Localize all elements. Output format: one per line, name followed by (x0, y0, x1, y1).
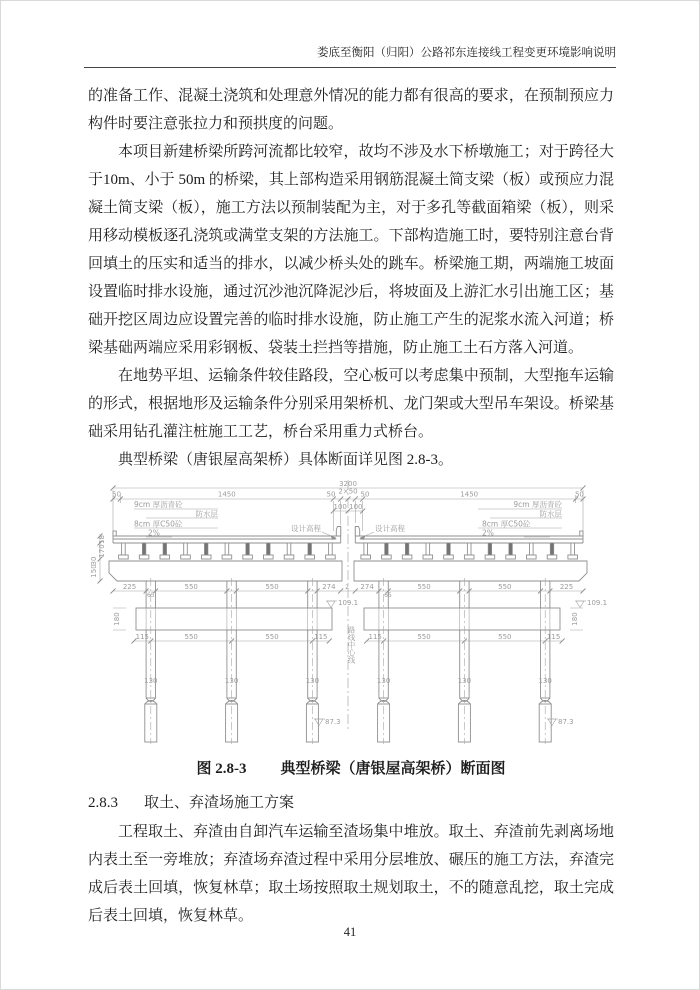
note-concrete: 8cm 厚C50砼 (134, 519, 183, 529)
dim-50: 50 (574, 490, 584, 499)
dim-30: 30 (90, 556, 98, 566)
elevation-pile: 87.3 (325, 718, 341, 726)
dim-1450: 1450 (460, 490, 479, 499)
paragraph: 本项目新建桥梁所跨河流都比较窄，故均不涉及水下桥墩施工；对于跨径大于10m、小于 50m 的桥梁，其上部构造采用钢筋混凝土简支梁（板）或预应力混凝土简支梁（板），施工方法以预制装配为主，对于多孔等截面箱梁（板），则采用移动模板逐孔浇筑或满堂支架的方法施工。下部构造施工时，要特别注意台背回填土的压实和适当的排水，以减少桥头处的跳车。桥梁施工期，两端施工坡面设置临时排水设施，通过沉沙池沉降泥沙后，将坡面及上游汇水引出施工区；基础开挖区周边应设置完善的临时排水设施，防止施工产生的泥浆水流入河道；桥梁基础两端应采用彩钢板、袋装土拦挡等措施，防止施工土石方落入河道。 (88, 144, 614, 356)
page-content (88, 82, 614, 930)
girders-right (361, 543, 578, 559)
elevation-markers (314, 599, 607, 726)
note-waterproof: 防水层 (539, 509, 562, 519)
dim-550: 550 (184, 583, 198, 591)
dim-150: 150 (90, 564, 98, 578)
paragraph: 在地势平坦、运输条件较佳路段，空心板可以考虑集中预制，大型拖车运输的形式，根据地形及运输条件分别采用架桥机、龙门架或大型吊车架设。桥梁基础采用钻孔灌注桩施工工艺，桥台采用重力式桥台。 (88, 368, 614, 440)
header-title: 娄底至衡阳（归阳）公路祁东连接线工程变更环境影响说明 (317, 47, 616, 59)
elevation-cap: 109.1 (338, 599, 359, 607)
dim-2x50: 2×50 (338, 487, 358, 496)
dim-274: 274 (360, 583, 374, 591)
paragraph: 工程取土、弃渣由自卸汽车运输至渣场集中堆放。取土、弃渣前先剥离场地内表土至一旁堆放；弃渣场弃渣过程中采用分层堆放、碾压的施工方法，弃渣完成后表土回填，恢复林草；取土场按照取土规划取土，不的随意乱挖，取土完成后表土回填，恢复林草。 (88, 824, 614, 924)
dim-130: 130 (457, 677, 472, 685)
section-heading (88, 791, 614, 812)
bridge-section-drawing (88, 478, 608, 746)
dim-550: 550 (417, 583, 431, 591)
dim-550: 550 (184, 633, 198, 641)
dim-550: 550 (417, 633, 431, 641)
dim-115: 115 (135, 633, 149, 641)
section-number: 2.8.3 (88, 795, 118, 811)
dim-274: 274 (322, 583, 336, 591)
dim-50: 50 (360, 490, 370, 499)
page-header (84, 44, 616, 68)
note-asphalt: 9cm 厚沥青砼 (513, 500, 562, 509)
paragraph: 典型桥梁（唐银屋高架桥）具体断面详见图 2.8-3。 (118, 452, 453, 468)
dim-65: 65 (146, 592, 155, 599)
dim-2: 2 (345, 584, 349, 591)
dim-50: 50 (326, 490, 336, 499)
elevation-cap: 109.1 (587, 599, 608, 607)
dim-130: 130 (538, 677, 552, 685)
dim-550: 550 (265, 583, 279, 591)
figure (88, 478, 614, 751)
dim-550: 550 (498, 583, 512, 591)
dim-170: 170 (98, 544, 106, 558)
dim-225: 225 (559, 583, 574, 591)
dim-18: 18 (98, 535, 106, 544)
dim-130: 130 (144, 677, 158, 685)
page-number: 41 (343, 925, 357, 939)
dim-115: 115 (314, 633, 328, 641)
dim-550: 550 (265, 633, 279, 641)
centerline-label: 路线中心线 (347, 626, 356, 664)
center-parapet (336, 527, 340, 537)
dim-1450: 1450 (217, 490, 236, 499)
dim-550: 550 (498, 633, 512, 641)
dim-115: 115 (368, 633, 382, 641)
figure-caption-title: 典型桥梁（唐银屋高架桥）断面图 (280, 761, 506, 777)
dim-180: 180 (113, 612, 121, 626)
dim-100: 100 (349, 503, 363, 511)
note-asphalt: 9cm 厚沥青砼 (134, 500, 183, 509)
dim-115: 115 (546, 633, 561, 641)
note-design-elevation: 设计高程 (375, 524, 405, 533)
note-waterproof: 防水层 (195, 509, 218, 519)
dim-130: 130 (224, 677, 239, 685)
section-title: 取土、弃渣场施工方案 (144, 795, 295, 811)
dim-180: 180 (571, 612, 579, 626)
dim-50: 50 (112, 490, 122, 499)
dim-225: 225 (122, 583, 137, 591)
note-slope: 2% (482, 528, 494, 538)
girders-left (119, 543, 336, 559)
elevation-pile: 87.3 (558, 718, 574, 726)
dim-130: 130 (376, 677, 391, 685)
figure-caption-label: 图 2.8-3 (196, 761, 247, 777)
note-design-elevation: 设计高程 (291, 524, 321, 533)
dim-100: 100 (333, 503, 347, 511)
note-slope: 2% (148, 528, 160, 538)
dim-total-width: 3200 (339, 480, 357, 488)
center-parapet (355, 527, 359, 537)
figure-caption (88, 757, 614, 778)
dim-130: 130 (305, 677, 320, 685)
note-concrete: 8cm 厚C50砼 (482, 519, 531, 529)
paragraph: 的准备工作、混凝土浇筑和处理意外情况的能力都有很高的要求，在预制预应力构件时要注意张拉力和预拱度的问题。 (88, 88, 614, 132)
dim-65: 65 (384, 592, 392, 599)
